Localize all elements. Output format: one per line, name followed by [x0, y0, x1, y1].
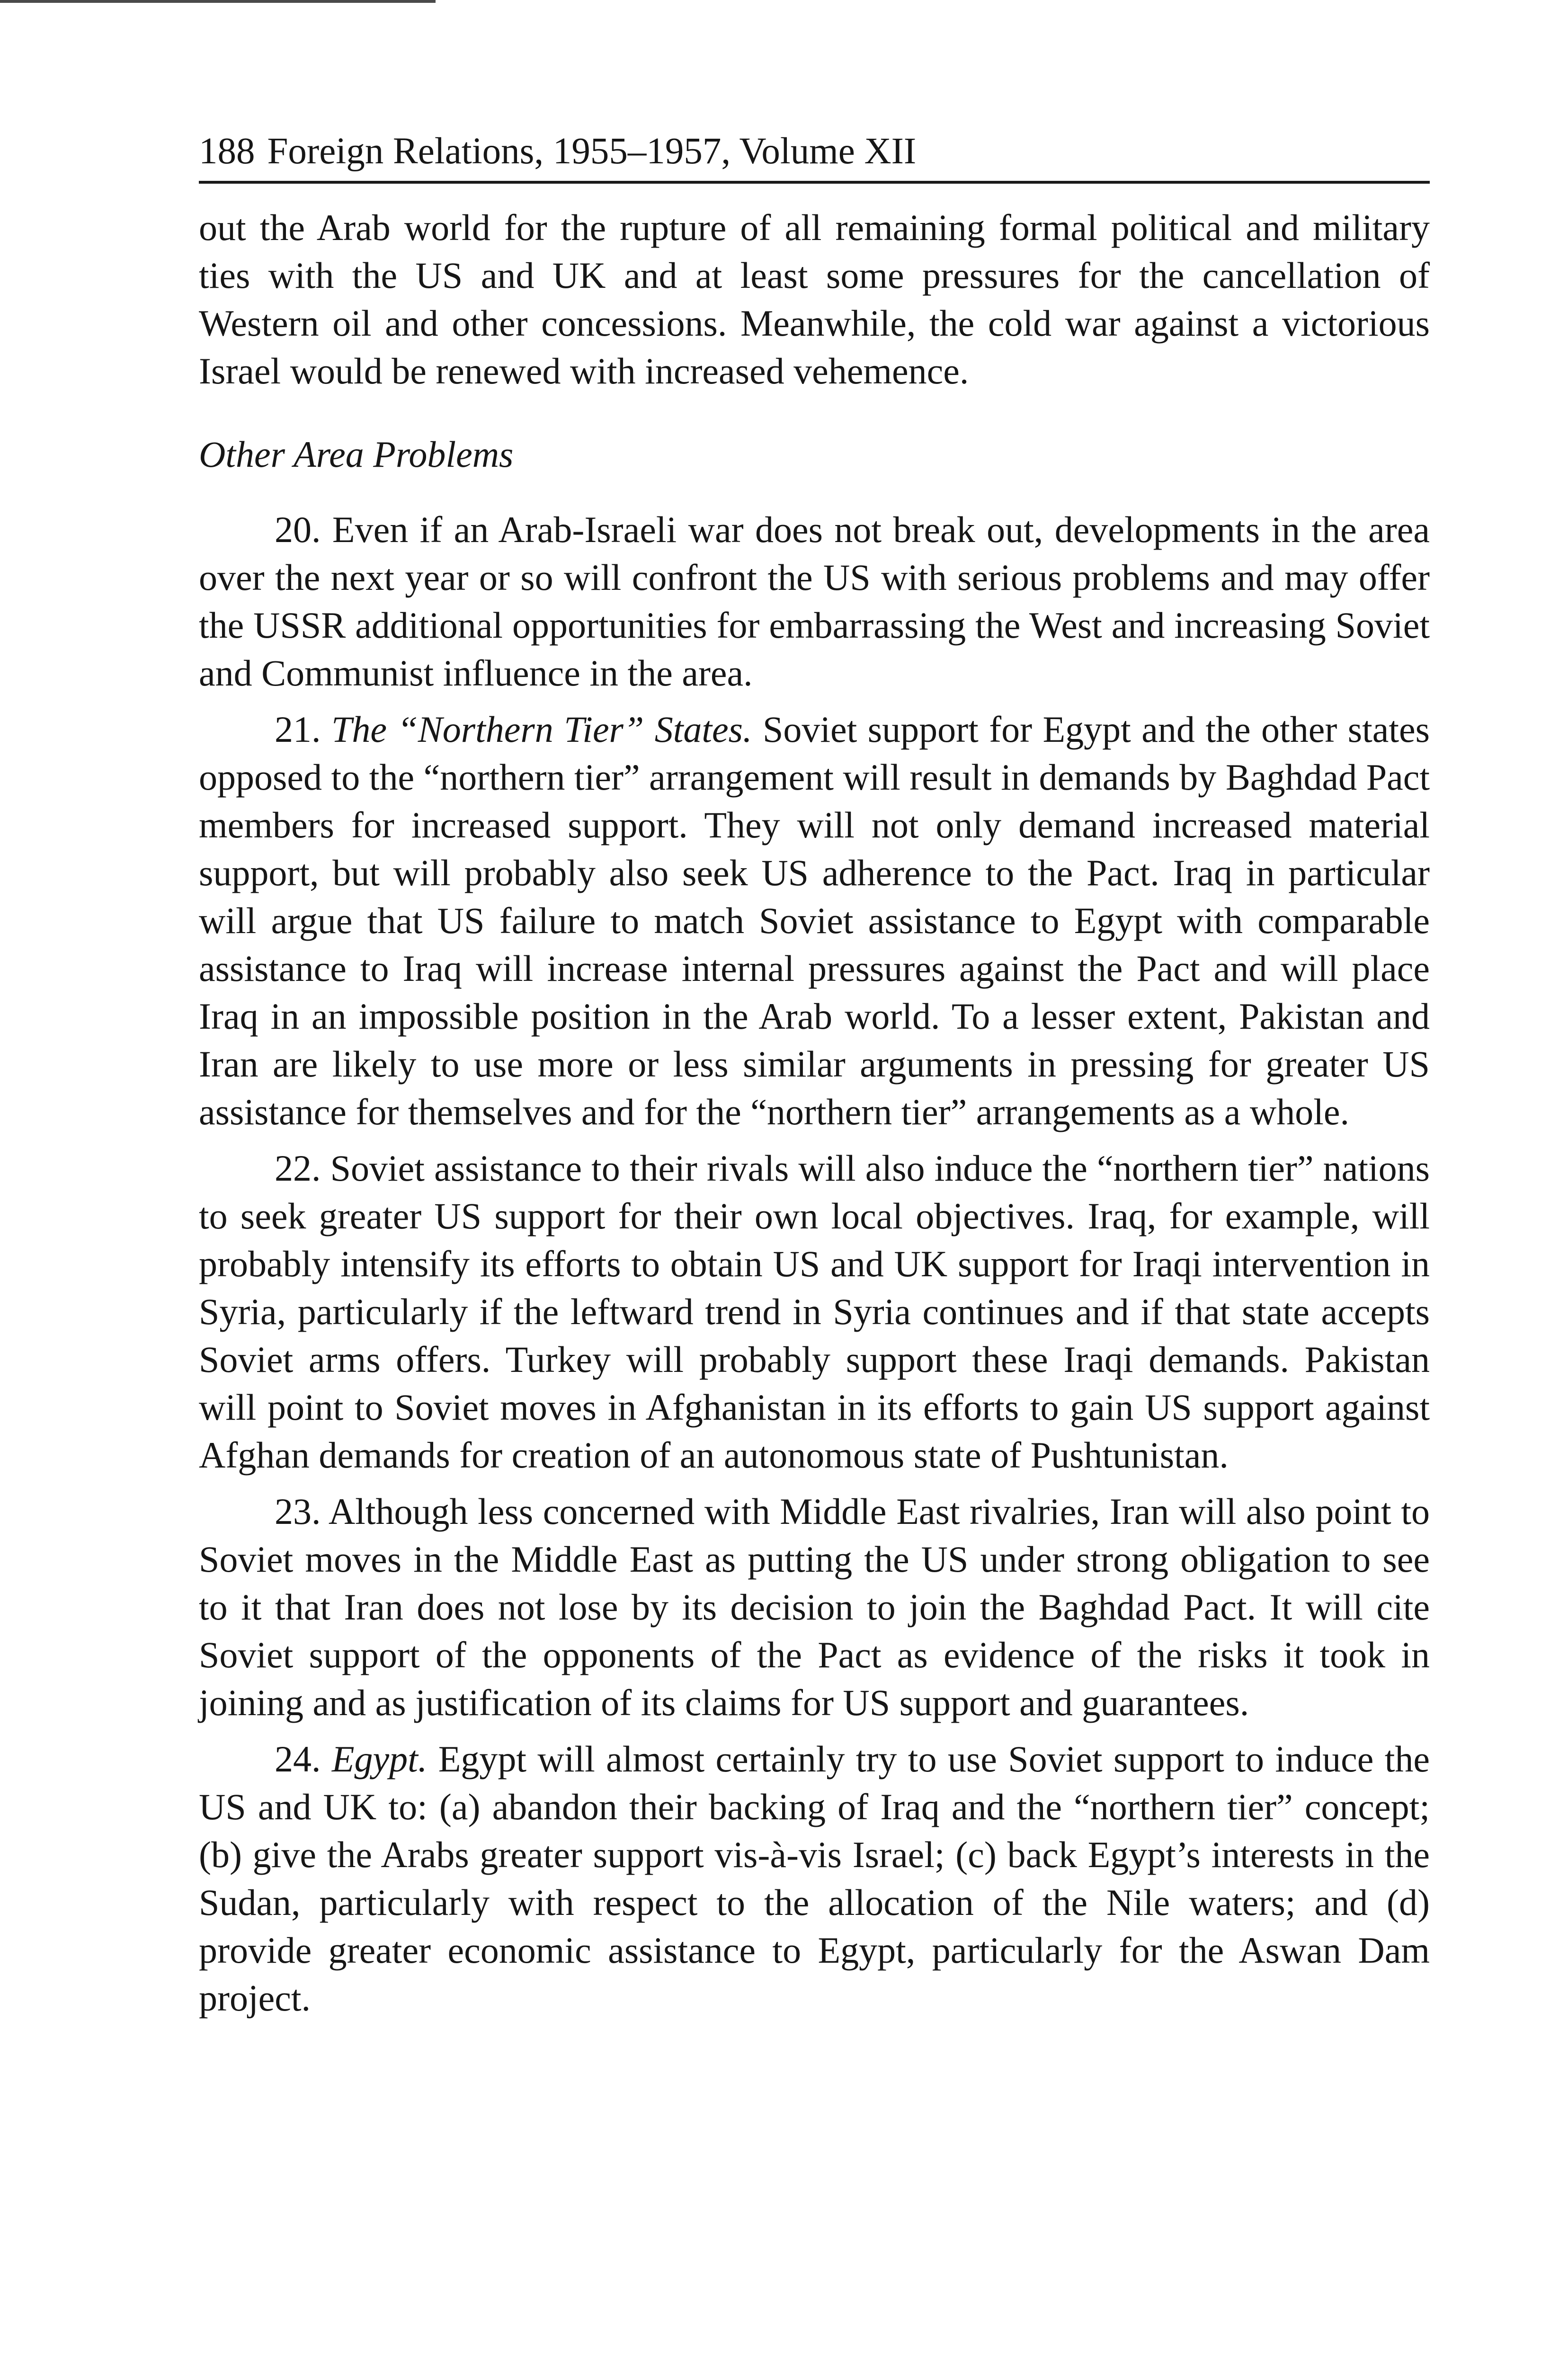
page-number: 188: [199, 131, 255, 172]
scan-edge-line: [0, 0, 436, 3]
paragraph-22: 22. Soviet assistance to their rivals will also induce the “northern tier” nations to seek greater US support for their own local objectives. Iraq, for example, will probably intensify its efforts to obtain US and UK support for Iraqi intervention in Syria, particularly if the leftward trend in Syria continues and if that state accepts Soviet arms offers. Turkey will probably support these Iraqi demands. Pakistan will point to Soviet moves in Afghanistan in its efforts to gain US support against Afghan demands for creation of an autonomous state of Pushtunistan.: [199, 1148, 1430, 1476]
section-heading: Other Area Problems: [199, 434, 514, 475]
paragraph-21-text: Soviet support for Egypt and the other states opposed to the “northern tier” arrangement will result in demands by Baghdad Pact members for increased support. They will not only demand increased material support, but will probably also seek US adherence to the Pact. Iraq in particular will argue that US failure to match Soviet assistance to Egypt with comparable assistance to Iraq will increase internal pressures against the Pact and will place Iraq in an impossible position in the Arab world. To a lesser extent, Pakistan and Iran are likely to use more or less similar arguments in pressing for greater US assistance for themselves and for the “northern tier” arrangements as a whole.: [199, 709, 1430, 1132]
paragraph-24-title: Egypt.: [331, 1738, 428, 1780]
paragraph-21-number: 21.: [275, 709, 331, 750]
volume-title: Foreign Relations, 1955–1957, Volume XII: [267, 131, 917, 172]
running-head: [199, 128, 1430, 184]
paragraph-24: [199, 1735, 1430, 2022]
continuation-paragraph: out the Arab world for the rupture of all remaining formal political and military ties with the US and UK and at least some pressures for the cancellation of Western oil and other concessions. Meanwhile, the cold war against a victorious Israel would be renewed with increased vehemence.: [199, 207, 1430, 392]
paragraph-24-number: 24.: [275, 1738, 332, 1780]
page-body: [199, 204, 1430, 2022]
paragraph-21-title: The “Northern Tier” States.: [331, 709, 752, 750]
paragraph-24-text: Egypt will almost certainly try to use Soviet support to induce the US and UK to: (a) abandon their backing of Iraq and the “northern tier” concept; (b) give the Arabs greater support vis-à-vis Israel; (c) back Egypt’s interests in the Sudan, particularly with respect to the allocation of the Nile waters; and (d) provide greater economic assistance to Egypt, particularly for the Aswan Dam project.: [199, 1738, 1430, 2019]
book-page: [199, 128, 1430, 2030]
paragraph-23: 23. Although less concerned with Middle East rivalries, Iran will also point to Soviet moves in the Middle East as putting the US under strong obligation to see to it that Iran does not lose by its decision to join the Baghdad Pact. It will cite Soviet support of the opponents of the Pact as evidence of the risks it took in joining and as justification of its claims for US support and guarantees.: [199, 1491, 1430, 1723]
paragraph-21: [199, 705, 1430, 1136]
paragraph-20: 20. Even if an Arab-Israeli war does not break out, developments in the area over the next year or so will confront the US with serious problems and may offer the USSR additional opportunities for embarrassing the West and increasing Soviet and Communist influence in the area.: [199, 509, 1430, 694]
